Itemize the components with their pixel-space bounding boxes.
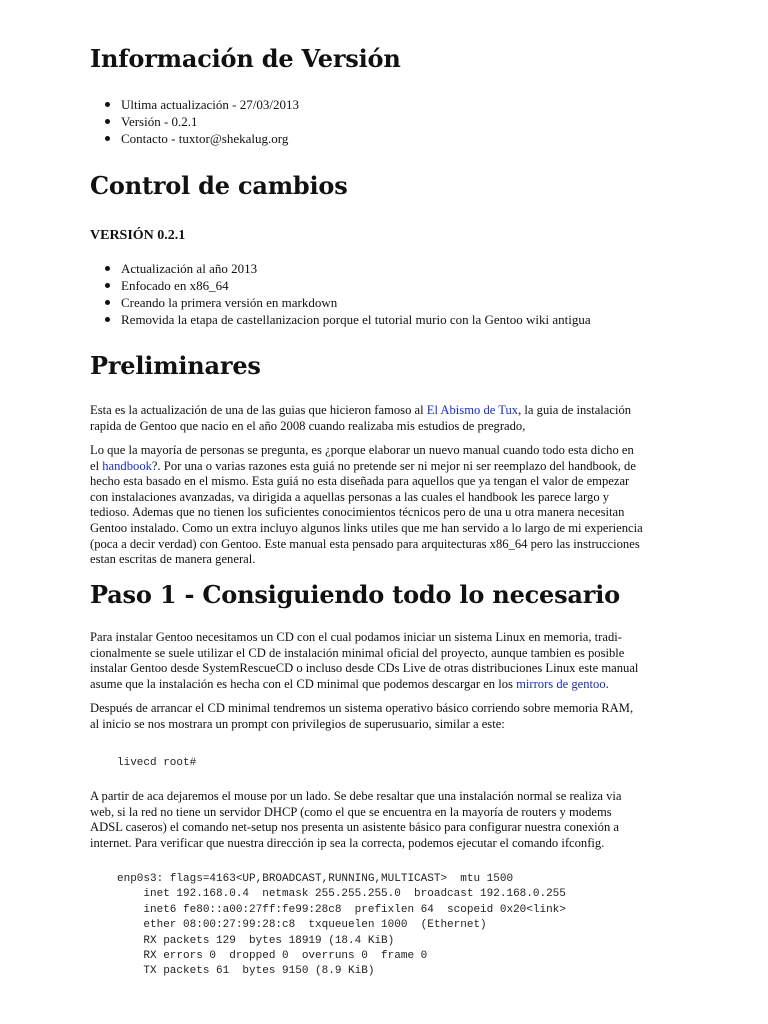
link-gentoo-mirrors[interactable]: mirrors de gentoo <box>516 676 606 691</box>
heading-changelog: Control de cambios <box>90 171 348 200</box>
heading-preliminaries: Preliminares <box>90 351 261 380</box>
paragraph-network: A partir de aca dejaremos el mouse por un lado. Se debe resaltar que una instalación normal se realiza via web, si la red no tiene un servidor DHCP (como el que se encuentra en la mayoría de routers y modems ADSL caseros) el comando net-setup nos presenta un asistente básico para configurar nuestra conexión a internet. Para verificar que nuestra dirección ip sea la correcta, podemos ejecutar el comando ifconfig. <box>90 789 622 850</box>
version-info-list <box>90 96 299 147</box>
paragraph-requirements: Para instalar Gentoo necesitamos un CD con el cual podamos iniciar un sistema Linux en memoria, tradi- cionalmente se suele utilizar el CD de instalación minimal oficial del proyecto, aunque tambien es posible instalar Gentoo desde SystemRescueCD o incluso desde CDs Live de otras distribuciones Linux este manual asume que la instalación es hecha con el CD minimal que podemos descargar en los mirrors de gentoo. <box>90 630 639 691</box>
list-item: Creando la primera versión en markdown <box>90 294 591 311</box>
heading-version-info: Información de Versión <box>90 44 401 73</box>
link-el-abismo-de-tux[interactable]: El Abismo de Tux <box>426 403 519 417</box>
paragraph-intro: Esta es la actualización de una de las guias que hicieron famoso al El Abismo de Tux, la guia de instalación rapida de Gentoo que nacio en el año 2008 cuando realizaba mis estudios de pregrado, <box>90 403 632 433</box>
heading-step-1: Paso 1 - Consiguiendo todo lo necesario <box>90 580 620 609</box>
link-handbook[interactable]: handbook <box>102 458 152 473</box>
changelog-list <box>90 260 591 328</box>
paragraph-boot: Después de arrancar el CD minimal tendremos un sistema operativo básico corriendo sobre memoria RAM, al inicio se nos mostrara un prompt con privilegios de superusuario, similar a este: <box>90 701 634 731</box>
list-item: Enfocado en x86_64 <box>90 277 591 294</box>
list-item: Contacto - tuxtor@shekalug.org <box>90 130 299 147</box>
code-block-ifconfig: enp0s3: flags=4163<UP,BROADCAST,RUNNING,MULTICAST> mtu 1500 inet 192.168.0.4 netmask 255.255.255.0 broadcast 192.168.0.255 inet6 fe80::a00:27ff:fe99:28c8 prefixlen 64 scopeid 0x20<link> ether 08:00:27:99:28:c8 txqueuelen 1000 (Ethernet) RX packets 129 bytes 18919 (18.4 KiB) RX errors 0 dropped 0 overruns 0 frame 0 TX packets 61 bytes 9150 (8.9 KiB) <box>117 873 566 978</box>
list-item: Removida la etapa de castellanizacion porque el tutorial murio con la Gentoo wiki antigua <box>90 311 591 328</box>
heading-version-number: VERSIÓN 0.2.1 <box>90 228 186 243</box>
paragraph-why: Lo que la mayoría de personas se pregunta, es ¿porque elaborar un nuevo manual cuando todo esta dicho en el handbook?. Por una o varias razones esta guiá no pretende ser ni mejor ni ser reemplazo del handbook, de hecho esta basado en el mismo. Esta guiá no esta diseñada para aquellos que ya tengan el valor de empezar con instalaciones avanzadas, va dirigida a aquellas personas a las cuales el handbook les parece largo y tedioso. Ademas que no tienen los suficientes conocimientos técnicos pero de una u otra manera necesitan Gentoo instalado. Como un extra incluyo algunos links utiles que me han servido a lo largo de mi experiencia (poca a decir verdad) con Gentoo. Este manual esta pensado para arquitecturas x86_64 pero las instrucciones estan escritas de manera general. <box>90 443 643 567</box>
list-item: Ultima actualización - 27/03/2013 <box>90 96 299 113</box>
list-item: Actualización al año 2013 <box>90 260 591 277</box>
code-block-prompt: livecd root# <box>117 757 197 769</box>
list-item: Versión - 0.2.1 <box>90 113 299 130</box>
